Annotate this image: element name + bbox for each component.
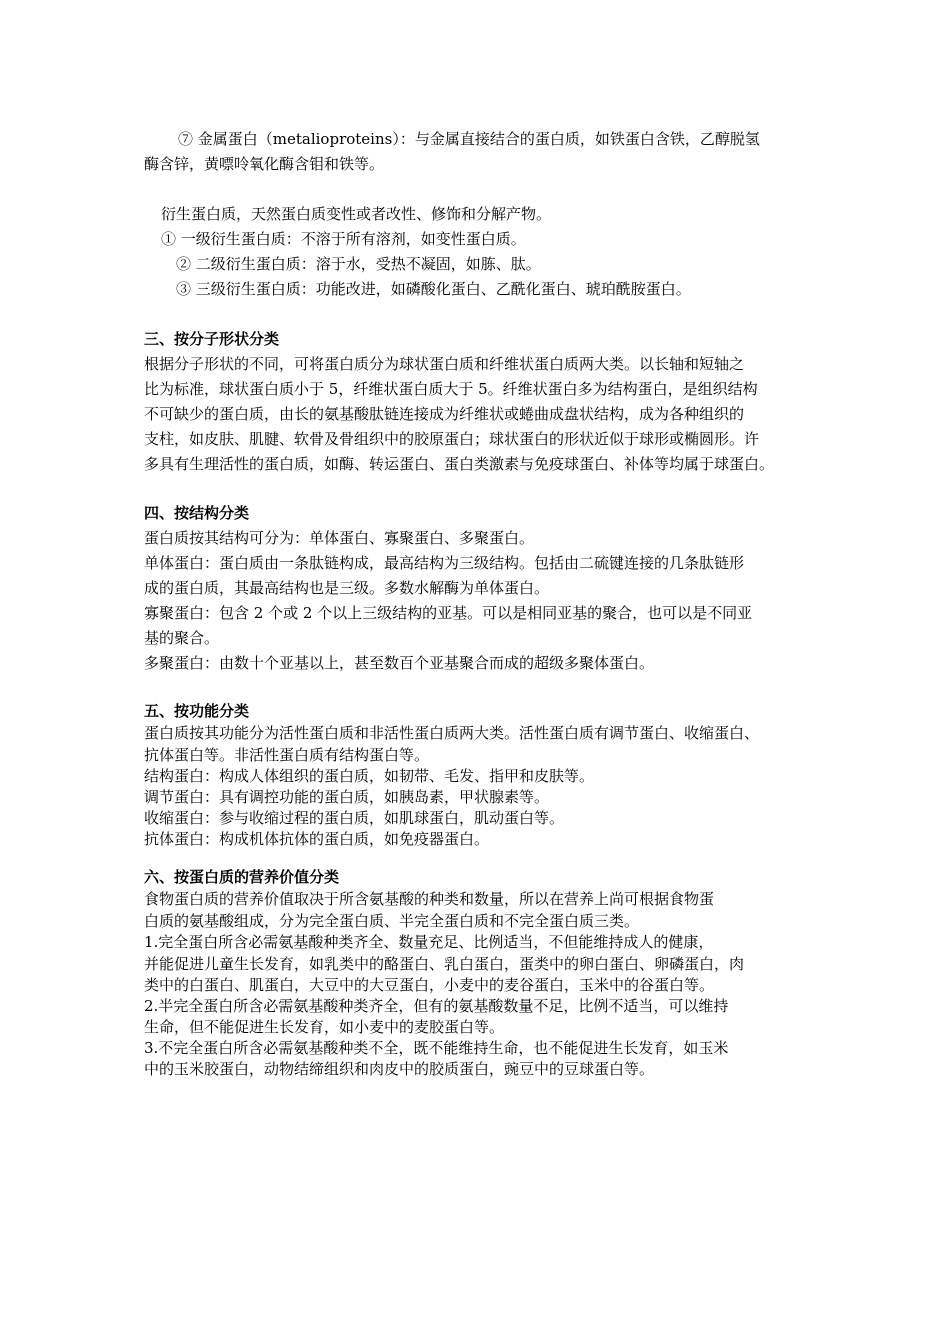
derived-line-2: ① 一级衍生蛋白质：不溶于所有溶剂，如变性蛋白质。 xyxy=(161,230,526,248)
section-6-line-9: 中的玉米胶蛋白，动物结缔组织和肉皮中的胶质蛋白，豌豆中的豆球蛋白等。 xyxy=(144,1060,655,1078)
section-6-line-3: 1.完全蛋白所含必需氨基酸种类齐全、数量充足、比例适当，不但能维持成人的健康， xyxy=(144,933,714,951)
intro-line-1: ⑦ 金属蛋白（metalioproteins）：与金属直接结合的蛋白质，如铁蛋白含铁，乙醇脱氢 xyxy=(178,130,760,148)
intro-line-2: 酶含锌，黄嘌呤氧化酶含钼和铁等。 xyxy=(144,155,385,173)
section-4-line-5: 基的聚合。 xyxy=(144,629,220,647)
section-4-line-6: 多聚蛋白：由数十个亚基以上，甚至数百个亚基聚合而成的超级多聚体蛋白。 xyxy=(144,654,655,672)
section-5-line-5: 收缩蛋白：参与收缩过程的蛋白质，如肌球蛋白，肌动蛋白等。 xyxy=(144,809,565,827)
section-6-line-6: 2.半完全蛋白所含必需氨基酸种类齐全，但有的氨基酸数量不足，比例不适当，可以维持 xyxy=(144,997,729,1015)
section-4-line-2: 单体蛋白：蛋白质由一条肽链构成，最高结构为三级结构。包括由二硫键连接的几条肽链形 xyxy=(144,554,745,572)
section-4-line-4: 寡聚蛋白：包含 2 个或 2 个以上三级结构的亚基。可以是相同亚基的聚合，也可以是不同亚 xyxy=(144,604,753,622)
section-4-heading: 四、按结构分类 xyxy=(144,504,250,522)
section-3-line-4: 支柱，如皮肤、肌腱、软骨及骨组织中的胶原蛋白；球状蛋白的形状近似于球形或椭圆形。许 xyxy=(144,430,760,448)
section-5-line-4: 调节蛋白：具有调控功能的蛋白质，如胰岛素，甲状腺素等。 xyxy=(144,788,550,806)
section-6-line-1: 食物蛋白质的营养价值取决于所含氨基酸的种类和数量，所以在营养上尚可根据食物蛋 xyxy=(144,890,715,908)
section-3-line-3: 不可缺少的蛋白质，由长的氨基酸肽链连接成为纤维状或蜷曲成盘状结构，成为各种组织的 xyxy=(144,405,745,423)
section-3-line-1: 根据分子形状的不同，可将蛋白质分为球状蛋白质和纤维状蛋白质两大类。以长轴和短轴之 xyxy=(144,355,745,373)
section-6-line-8: 3.不完全蛋白所含必需氨基酸种类不全，既不能维持生命，也不能促进生长发育，如玉米 xyxy=(144,1039,729,1057)
derived-line-4: ③ 三级衍生蛋白质：功能改进，如磷酸化蛋白、乙酰化蛋白、琥珀酰胺蛋白。 xyxy=(176,280,691,298)
section-5-line-3: 结构蛋白：构成人体组织的蛋白质，如韧带、毛发、指甲和皮肤等。 xyxy=(144,767,595,785)
derived-line-3: ② 二级衍生蛋白质：溶于水，受热不凝固，如胨、肽。 xyxy=(176,255,541,273)
section-3-line-5: 多具有生理活性的蛋白质，如酶、转运蛋白、蛋白类激素与免疫球蛋白、补体等均属于球蛋白。 xyxy=(144,455,775,473)
section-5-line-1: 蛋白质按其功能分为活性蛋白质和非活性蛋白质两大类。活性蛋白质有调节蛋白、收缩蛋白、 xyxy=(144,724,760,742)
section-5-heading: 五、按功能分类 xyxy=(144,702,250,720)
section-3-heading: 三、按分子形状分类 xyxy=(144,330,280,348)
derived-line-1: 衍生蛋白质，天然蛋白质变性或者改性、修饰和分解产物。 xyxy=(161,205,552,223)
section-6-heading: 六、按蛋白质的营养价值分类 xyxy=(144,868,340,886)
section-4-line-3: 成的蛋白质，其最高结构也是三级。多数水解酶为单体蛋白。 xyxy=(144,579,550,597)
section-3-line-2: 比为标准，球状蛋白质小于 5，纤维状蛋白质大于 5。纤维状蛋白多为结构蛋白，是组织结构 xyxy=(144,380,758,398)
section-6-line-5: 类中的白蛋白、肌蛋白，大豆中的大豆蛋白，小麦中的麦谷蛋白，玉米中的谷蛋白等。 xyxy=(144,976,715,994)
section-6-line-7: 生命，但不能促进生长发育，如小麦中的麦胶蛋白等。 xyxy=(144,1018,505,1036)
section-6-line-4: 并能促进儿童生长发育，如乳类中的酪蛋白、乳白蛋白，蛋类中的卵白蛋白、卵磷蛋白，肉 xyxy=(144,955,745,973)
section-4-line-1: 蛋白质按其结构可分为：单体蛋白、寡聚蛋白、多聚蛋白。 xyxy=(144,529,535,547)
section-5-line-2: 抗体蛋白等。非活性蛋白质有结构蛋白等。 xyxy=(144,746,430,764)
section-6-line-2: 白质的氨基酸组成，分为完全蛋白质、半完全蛋白质和不完全蛋白质三类。 xyxy=(144,912,640,930)
section-5-line-6: 抗体蛋白：构成机体抗体的蛋白质，如免疫器蛋白。 xyxy=(144,830,490,848)
